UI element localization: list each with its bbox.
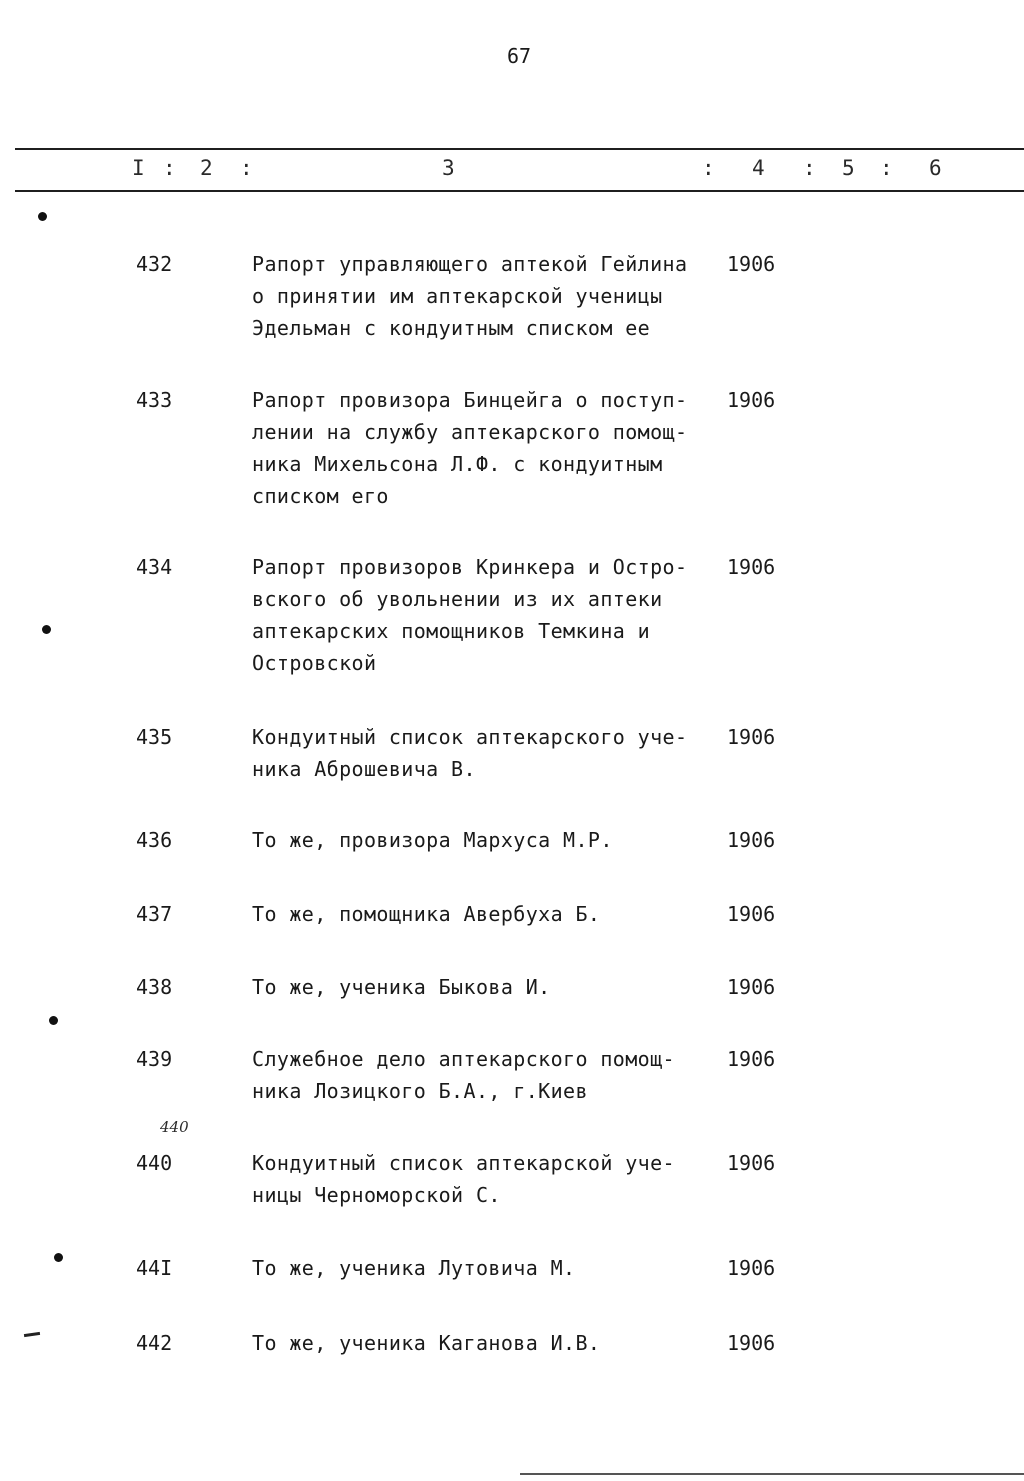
column-header-2: 2 [200, 156, 213, 180]
column-header-5: 5 [842, 156, 855, 180]
entry-number: 442 [136, 1331, 173, 1355]
entry-description: То же, помощника Авербуха Б. [252, 902, 601, 926]
header-bottom-rule [15, 190, 1024, 192]
margin-mark [24, 1332, 40, 1337]
handwritten-annotation: 440 [160, 1118, 189, 1136]
column-header-4: 4 [752, 156, 765, 180]
entry-description: То же, ученика Каганова И.В. [252, 1331, 601, 1355]
entry-number: 433 [136, 388, 173, 412]
entry-description: То же, ученика Быкова И. [252, 975, 551, 999]
punch-hole-mark [54, 1253, 63, 1262]
page-bottom-edge [520, 1473, 1024, 1475]
entry-year: 1906 [727, 1151, 776, 1175]
entry-year: 1906 [727, 902, 776, 926]
entry-year: 1906 [727, 1256, 776, 1280]
entry-description: Рапорт провизоров Кринкера и Остро- вского об увольнении из их аптеки аптекарских помощников Темкина и Островской [252, 555, 688, 675]
entry-number: 44I [136, 1256, 173, 1280]
entry-number: 432 [136, 252, 173, 276]
entry-year: 1906 [727, 725, 776, 749]
entry-description: Служебное дело аптекарского помощ- ника Лозицкого Б.А., г.Киев [252, 1047, 675, 1103]
header-top-rule [15, 148, 1024, 150]
entry-year: 1906 [727, 388, 776, 412]
punch-hole-mark [42, 625, 51, 634]
entry-year: 1906 [727, 1047, 776, 1071]
entry-description: Кондуитный список аптекарского уче- ника Аброшевича В. [252, 725, 688, 781]
column-separator: : [880, 156, 893, 180]
entry-description: Рапорт управляющего аптекой Гейлина о принятии им аптекарской ученицы Эдельман с кондуитным списком ее [252, 252, 688, 340]
entry-number: 437 [136, 902, 173, 926]
entry-year: 1906 [727, 828, 776, 852]
page-number: 67 [507, 44, 532, 68]
column-separator: : [803, 156, 816, 180]
column-separator: : [240, 156, 253, 180]
entry-year: 1906 [727, 555, 776, 579]
punch-hole-mark [49, 1016, 58, 1025]
entry-description: Рапорт провизора Бинцейга о поступ- лении на службу аптекарского помощ- ника Михельсона Л.Ф. с кондуитным списком его [252, 388, 688, 508]
entry-number: 436 [136, 828, 173, 852]
entry-year: 1906 [727, 252, 776, 276]
column-header-6: 6 [929, 156, 942, 180]
column-separator: : [163, 156, 176, 180]
entry-description: То же, провизора Мархуса М.Р. [252, 828, 613, 852]
entry-number: 435 [136, 725, 173, 749]
column-separator: : [702, 156, 715, 180]
entry-number: 438 [136, 975, 173, 999]
entry-description: Кондуитный список аптекарской уче- ницы Черноморской С. [252, 1151, 675, 1207]
entry-number: 434 [136, 555, 173, 579]
entry-number: 440 [136, 1151, 173, 1175]
column-header-1: I [132, 156, 145, 180]
column-header-row [0, 156, 1024, 184]
column-header-3: 3 [442, 156, 455, 180]
entry-year: 1906 [727, 1331, 776, 1355]
entry-description: То же, ученика Лутовича М. [252, 1256, 576, 1280]
entry-number: 439 [136, 1047, 173, 1071]
punch-hole-mark [38, 212, 47, 221]
entry-year: 1906 [727, 975, 776, 999]
